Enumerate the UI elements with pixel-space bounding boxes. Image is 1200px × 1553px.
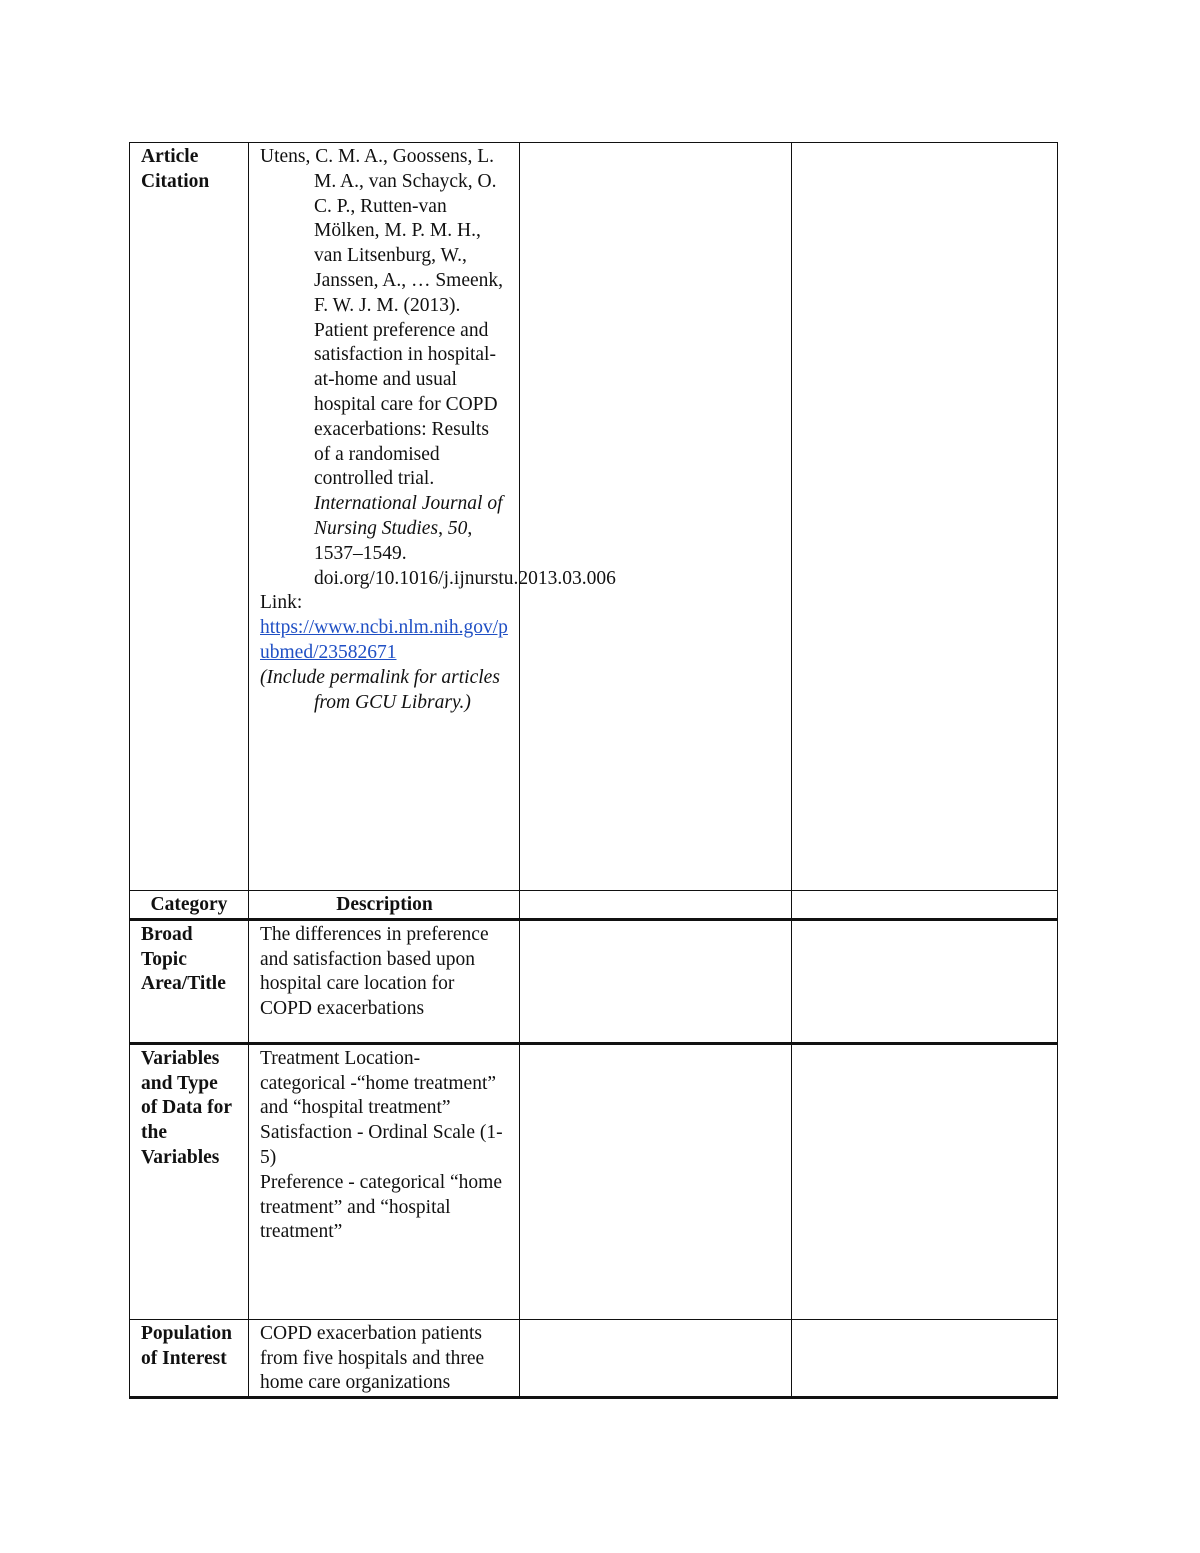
citation-content-cell xyxy=(249,143,616,891)
population-empty-cell-3 xyxy=(520,1319,792,1397)
citation-label: Article Citation xyxy=(141,146,210,192)
broad-topic-empty-cell-4 xyxy=(792,919,1058,1043)
variables-label: Variables and Type of Data for the Variables xyxy=(130,1043,249,1319)
link-label: Link: xyxy=(260,592,303,614)
population-description: COPD exacerbation patients from five hospitals and three home care organizations xyxy=(249,1319,520,1397)
citation-volume: 50 xyxy=(447,517,468,539)
variables-empty-cell-4 xyxy=(792,1043,1058,1319)
citation-label-cell xyxy=(130,143,249,891)
citation-row xyxy=(130,143,1058,891)
table-row-variables xyxy=(130,1043,1058,1319)
population-empty-cell-4 xyxy=(792,1319,1058,1397)
category-header: Category xyxy=(130,891,249,920)
broad-topic-empty-cell-3 xyxy=(520,919,792,1043)
citation-reference xyxy=(260,145,616,591)
citation-empty-cell-3 xyxy=(520,143,792,891)
citation-empty-cell-4 xyxy=(792,143,1058,891)
broad-topic-description: The differences in preference and satisfaction based upon hospital care location for COPD exacerbations xyxy=(249,919,520,1043)
variables-description xyxy=(249,1043,520,1319)
category-header-row xyxy=(130,891,1058,920)
broad-topic-label: Broad Topic Area/Title xyxy=(130,919,249,1043)
permalink-note: (Include permalink for articles from GCU Library.) xyxy=(260,666,500,713)
citation-text: Utens, C. M. A., Goossens, L. M. A., van Schayck, O. C. P., Rutten-van Mölken, M. P. M. H., van Litsenburg, W., Janssen, A., … Smeenk, F. W. J. M. (2013). Patient preference and satisfaction in hospital-at-home and usual hospital care for COPD exacerbations: Results of a randomised controlled trial. xyxy=(260,146,504,490)
citation-volume-sep: , xyxy=(438,517,448,539)
variable-preference: Preference - categorical “home treatment” and “hospital treatment” xyxy=(260,1171,502,1243)
header-empty-cell-3 xyxy=(520,891,792,920)
article-analysis-table xyxy=(129,142,1058,1399)
variable-satisfaction: Satisfaction - Ordinal Scale (1-5) xyxy=(260,1122,503,1168)
variable-treatment-location: Treatment Location- categorical -“home treatment” and “hospital treatment” xyxy=(260,1047,497,1119)
citation-pages-doi: , 1537–1549. doi.org/10.1016/j.ijnurstu.2013.03.006 xyxy=(314,517,616,589)
citation-journal: International Journal of Nursing Studies xyxy=(314,493,503,539)
table-row-broad-topic xyxy=(130,919,1058,1043)
pubmed-link[interactable]: https://www.ncbi.nlm.nih.gov/pubmed/23582671 xyxy=(260,617,508,663)
variables-empty-cell-3 xyxy=(520,1043,792,1319)
population-label: Population of Interest xyxy=(130,1319,249,1397)
description-header: Description xyxy=(249,891,520,920)
header-empty-cell-4 xyxy=(792,891,1058,920)
table-row-population xyxy=(130,1319,1058,1397)
